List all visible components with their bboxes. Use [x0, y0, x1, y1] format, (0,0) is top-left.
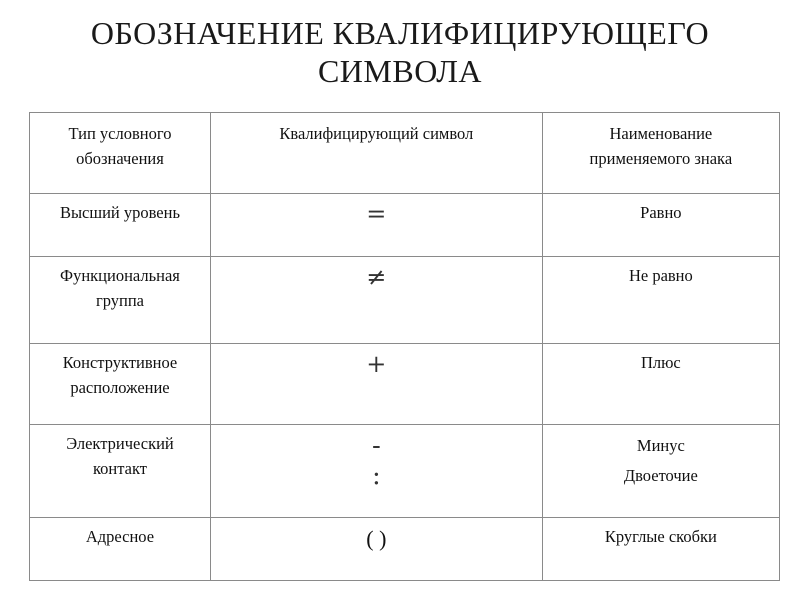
title-line-2: СИМВОЛА: [317, 53, 483, 89]
plus-symbol: +: [366, 350, 387, 378]
cell-type-line: Высший уровень: [59, 203, 180, 222]
minus-symbol: -: [371, 431, 381, 461]
cell-type-line: группа: [95, 291, 144, 310]
table-row: [30, 425, 780, 518]
cell-type: [30, 194, 211, 257]
cell-name: [542, 194, 779, 257]
cell-type: [30, 518, 211, 581]
cell-name: [542, 257, 779, 344]
header-symbol: [210, 113, 542, 194]
title-line-1: ОБОЗНАЧЕНИЕ КВАЛИФИЦИРУЮЩЕГО: [90, 15, 710, 51]
cell-name-line: Не равно: [628, 266, 693, 285]
cell-symbol: [210, 425, 542, 518]
cell-symbol: [210, 518, 542, 581]
table-row: [30, 344, 780, 425]
cell-type-line: Функциональная: [60, 266, 180, 285]
colon-symbol: :: [371, 461, 381, 491]
cell-type-line: Адресное: [85, 527, 155, 546]
cell-name-line: Круглые скобки: [604, 527, 717, 546]
table-row: [30, 194, 780, 257]
not-equal-symbol: ≠: [366, 263, 387, 291]
page-title: [0, 14, 800, 90]
header-type: [30, 113, 211, 194]
header-name: [542, 113, 779, 194]
header-type-line: Тип условного: [68, 124, 172, 143]
cell-type-line: контакт: [92, 459, 147, 478]
header-name-line: Наименование: [609, 124, 713, 143]
cell-type: [30, 425, 211, 518]
cell-symbol: [210, 257, 542, 344]
cell-symbol: [210, 344, 542, 425]
cell-name-line: Плюс: [640, 353, 681, 372]
cell-type-line: Конструктивное: [62, 353, 178, 372]
equals-symbol: =: [366, 200, 387, 228]
cell-name: [542, 518, 779, 581]
header-type-line: обозначения: [76, 149, 164, 168]
cell-name-line: Двоеточие: [623, 466, 698, 485]
header-name-line: применяемого знака: [589, 149, 733, 168]
cell-type-line: Электрический: [66, 434, 174, 453]
table-row: [30, 518, 780, 581]
cell-type: [30, 344, 211, 425]
cell-type: [30, 257, 211, 344]
cell-type-line: расположение: [70, 378, 170, 397]
cell-name: [542, 344, 779, 425]
cell-name-line: Равно: [640, 203, 682, 222]
cell-symbol: [210, 194, 542, 257]
qualifying-symbol-table: [29, 112, 780, 581]
cell-name-line: Минус: [636, 436, 685, 455]
table-header-row: [30, 113, 780, 194]
cell-name: [542, 425, 779, 518]
header-symbol-text: Квалифицирующий символ: [279, 124, 474, 143]
table-row: [30, 257, 780, 344]
parentheses-symbol: ( ): [366, 526, 387, 551]
